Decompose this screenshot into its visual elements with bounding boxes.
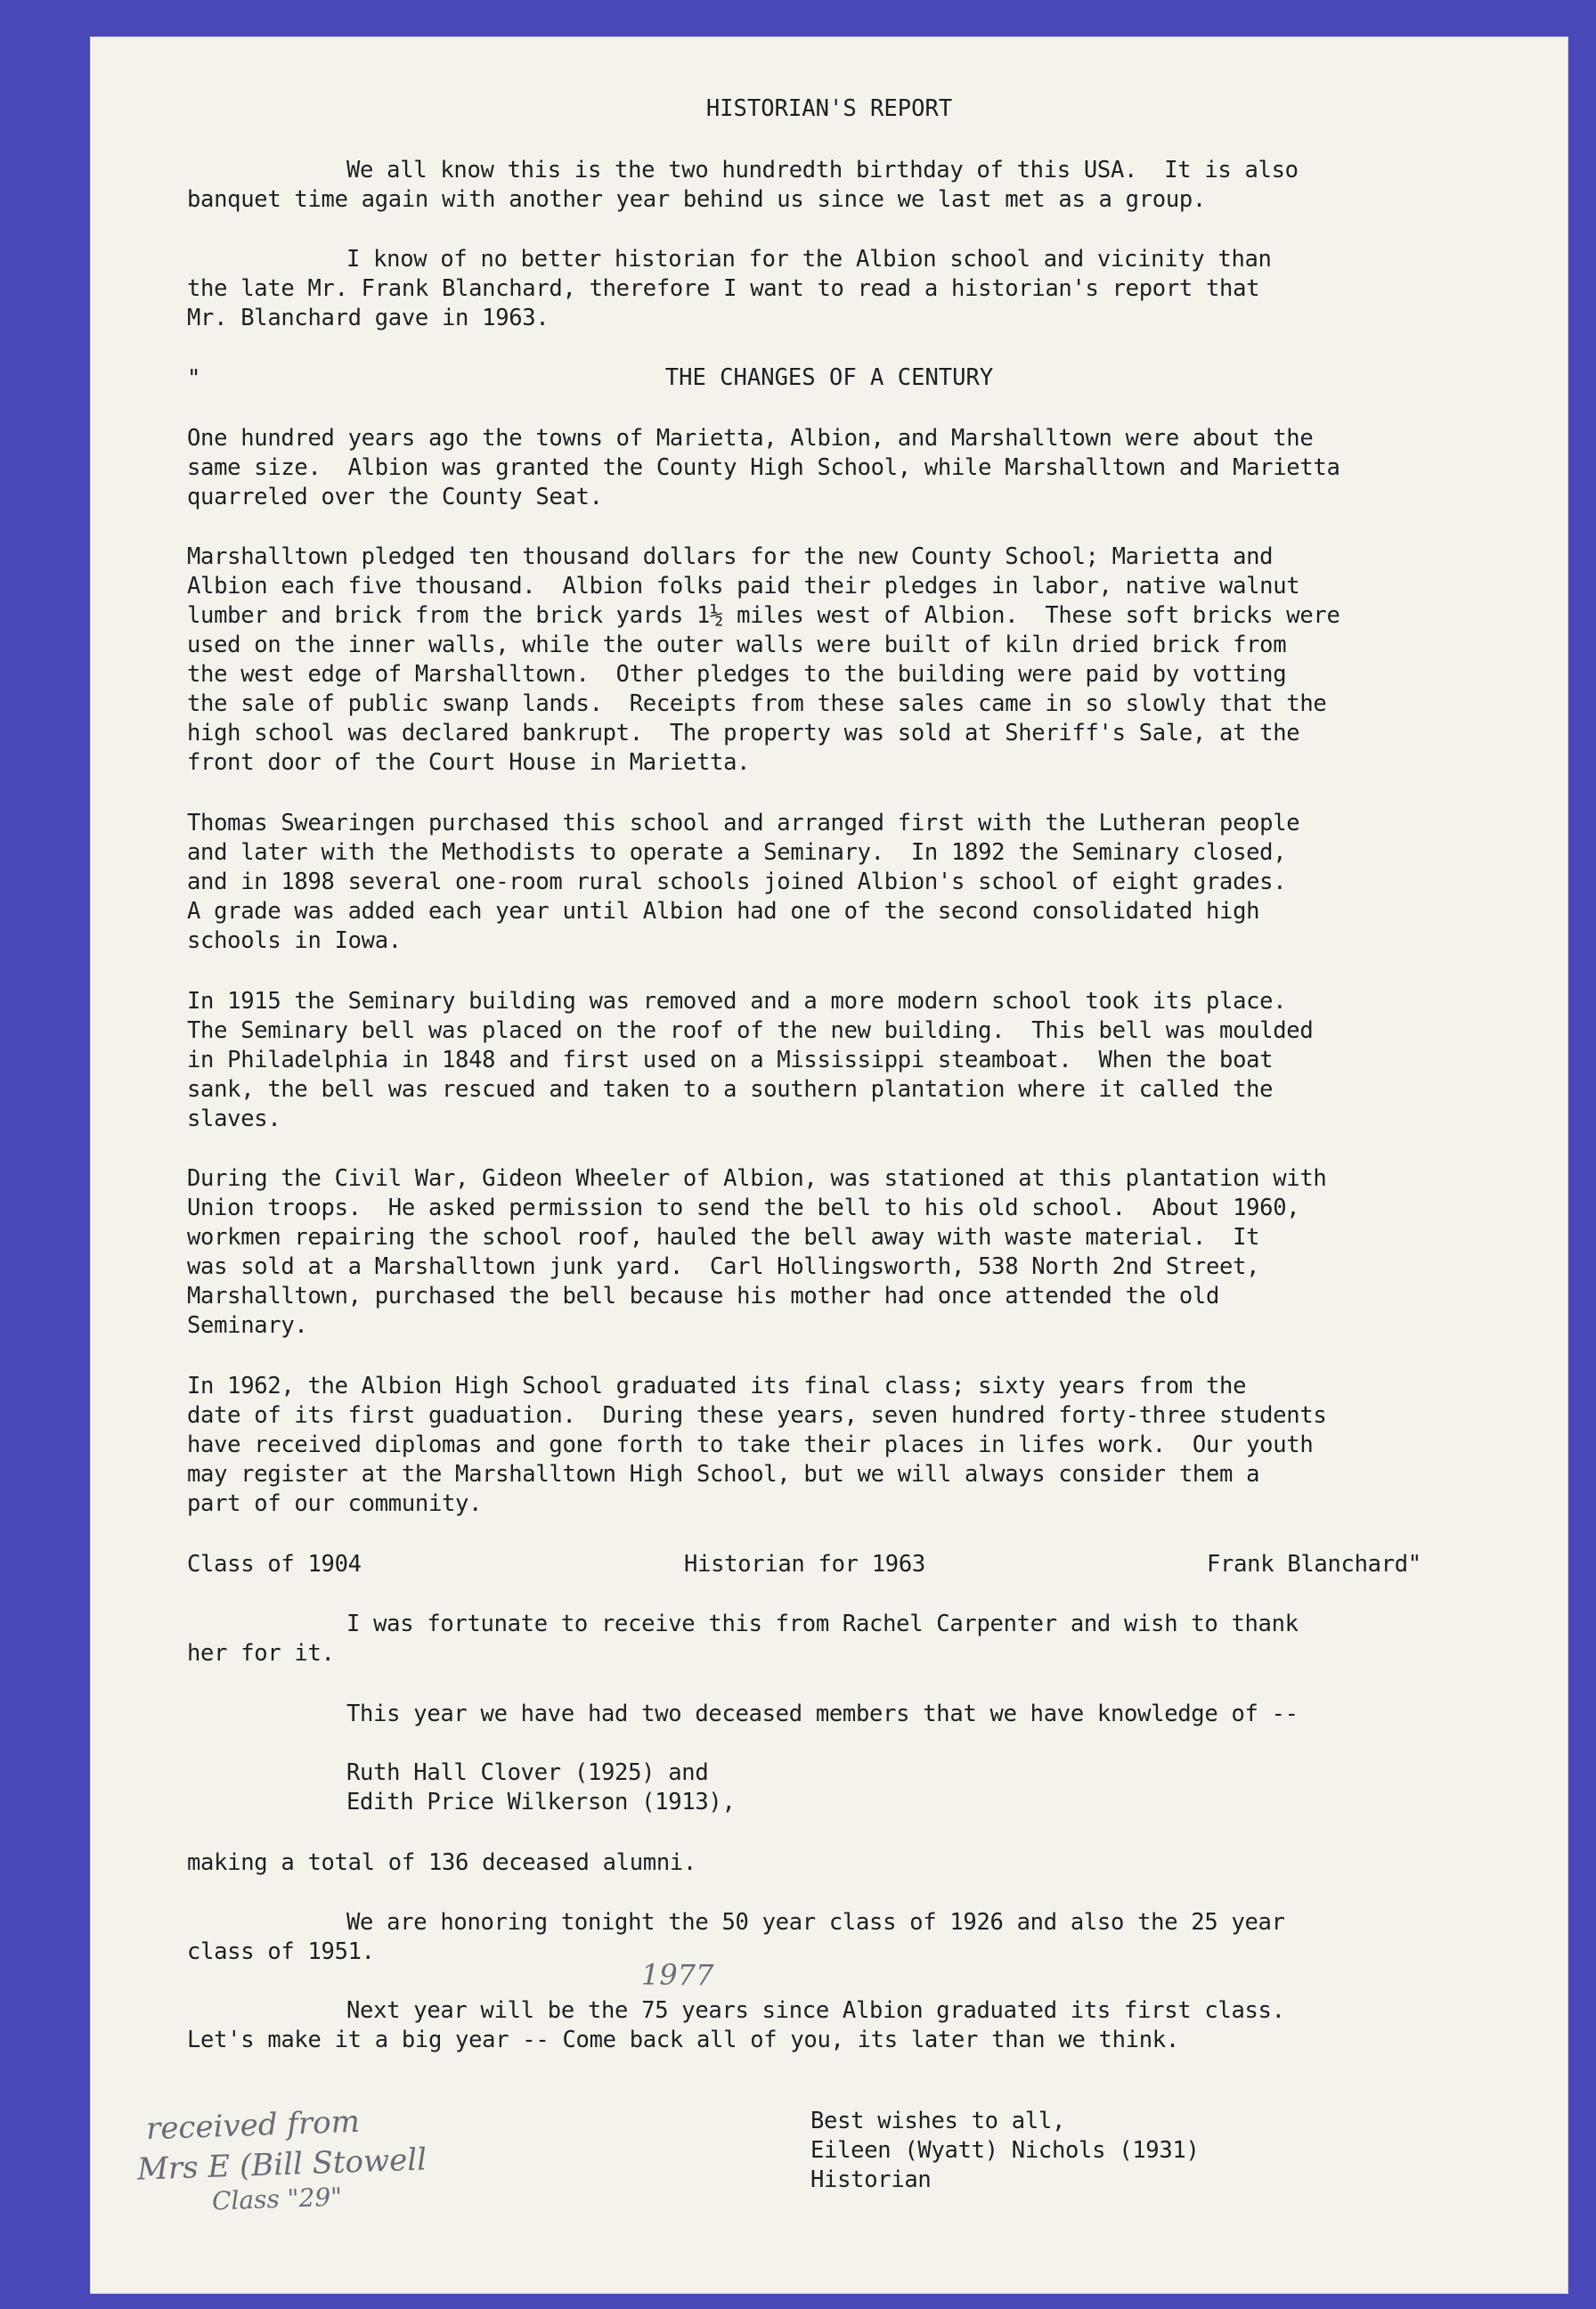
deceased-member: Ruth Hall Clover (1925) and [346,1759,709,1786]
signature-class: Class of 1904 [187,1551,362,1578]
handwritten-line: Mrs E (Bill Stowell [136,2142,428,2188]
text-line: used on the inner walls, while the outer walls were built of kiln dried brick from [187,632,1287,658]
text-line: sank, the bell was rescued and taken to a southern plantation where it called the [187,1076,1274,1103]
text-line: Albion each five thousand. Albion folks paid their pledges in labor, native walnut [187,573,1300,600]
text-line: was sold at a Marshalltown junk yard. Carl Hollingsworth, 538 North 2nd Street, [187,1253,1260,1280]
text-line: Seminary. [187,1312,308,1339]
intro2-line-2: the late Mr. Frank Blanchard, therefore I want to read a historian's report that [187,275,1260,302]
text-line: quarreled over the County Seat. [187,484,603,510]
handwritten-year: 1977 [641,1958,714,1992]
text-line: have received diplomas and gone forth to take their places in lifes work. Our youth [187,1432,1314,1458]
text-line: lumber and brick from the brick yards 1½ miles west of Albion. These soft bricks were [187,602,1340,629]
text-line: Thomas Swearingen purchased this school and arranged first with the Lutheran people [187,810,1300,836]
text-line: part of our community. [187,1490,483,1517]
text-line: During the Civil War, Gideon Wheeler of Albion, was stationed at this plantation with [187,1165,1327,1192]
closing-name: Eileen (Wyatt) Nichols (1931) [810,2137,1200,2164]
text-line: same size. Albion was granted the County High School, while Marshalltown and Marietta [187,454,1340,481]
text-line: the west edge of Marshalltown. Other pledges to the building were paid by votting [187,661,1287,688]
text-line: front door of the Court House in Marietta. [187,749,751,776]
deceased-member: Edith Price Wilkerson (1913), [346,1789,736,1815]
signature-name: Frank Blanchard" [1207,1551,1421,1578]
text-line: schools in Iowa. [187,927,402,954]
thanks-line-2: her for it. [187,1640,335,1667]
text-line: One hundred years ago the towns of Marietta, Albion, and Marshalltown were about the [187,425,1314,452]
report-subtitle: THE CHANGES OF A CENTURY [664,364,994,391]
text-line: Marshalltown pledged ten thousand dollars for the new County School; Marietta and [187,543,1274,570]
text-line: slaves. [187,1106,281,1132]
intro-line-1: We all know this is the two hundredth birthday of this USA. It is also [346,157,1299,184]
text-line: in Philadelphia in 1848 and first used on a Mississippi steamboat. When the boat [187,1047,1274,1073]
text-line: date of its first guaduation. During these years, seven hundred forty-three students [187,1402,1327,1429]
document-page [91,37,1568,2293]
text-line: In 1915 the Seminary building was removed and a more modern school took its place. [187,988,1287,1015]
closing-title: Historian [810,2166,932,2193]
next-year-line-2: Let's make it a big year -- Come back all of you, its later than we think. [187,2027,1179,2053]
deceased-total: making a total of 136 deceased alumni. [187,1849,696,1876]
intro-line-2: banquet time again with another year behind us since we last met as a group. [187,186,1206,213]
honoring-line-2: class of 1951. [187,1938,375,1965]
open-quote: " [187,365,201,392]
text-line: Marshalltown, purchased the bell because his mother had once attended the old [187,1283,1220,1310]
text-line: In 1962, the Albion High School graduated its final class; sixty years from the [187,1373,1247,1399]
handwritten-line: received from [145,2103,361,2148]
intro2-line-1: I know of no better historian for the Albion school and vicinity than [346,246,1272,273]
text-line: and later with the Methodists to operate a Seminary. In 1892 the Seminary closed, [187,839,1287,866]
text-line: workmen repairing the school roof, hauled the bell away with waste material. It [187,1224,1260,1251]
signature-role: Historian for 1963 [684,1551,925,1578]
next-year-line-1: Next year will be the 75 years since Albion graduated its first class. [346,1997,1285,2024]
text-line: the sale of public swanp lands. Receipts from these sales came in so slowly that the [187,690,1327,717]
text-line: and in 1898 several one-room rural schools joined Albion's school of eight grades. [187,869,1287,895]
text-line: high school was declared bankrupt. The property was sold at Sheriff's Sale, at the [187,720,1300,747]
text-line: Union troops. He asked permission to send the bell to his old school. About 1960, [187,1195,1300,1221]
intro2-line-3: Mr. Blanchard gave in 1963. [187,305,550,331]
text-line: may register at the Marshalltown High School, but we will always consider them a [187,1461,1260,1488]
closing-greeting: Best wishes to all, [810,2108,1065,2134]
thanks-line-1: I was fortunate to receive this from Rachel Carpenter and wish to thank [346,1611,1299,1637]
deceased-intro: This year we have had two deceased members that we have knowledge of -- [346,1701,1299,1727]
honoring-line-1: We are honoring tonight the 50 year class of 1926 and also the 25 year [346,1909,1285,1936]
text-line: The Seminary bell was placed on the roof of the new building. This bell was moulded [187,1017,1314,1044]
handwritten-line: Class "29" [211,2182,343,2216]
report-title: HISTORIAN'S REPORT [705,95,953,122]
text-line: A grade was added each year until Albion had one of the second consolidated high [187,898,1260,925]
